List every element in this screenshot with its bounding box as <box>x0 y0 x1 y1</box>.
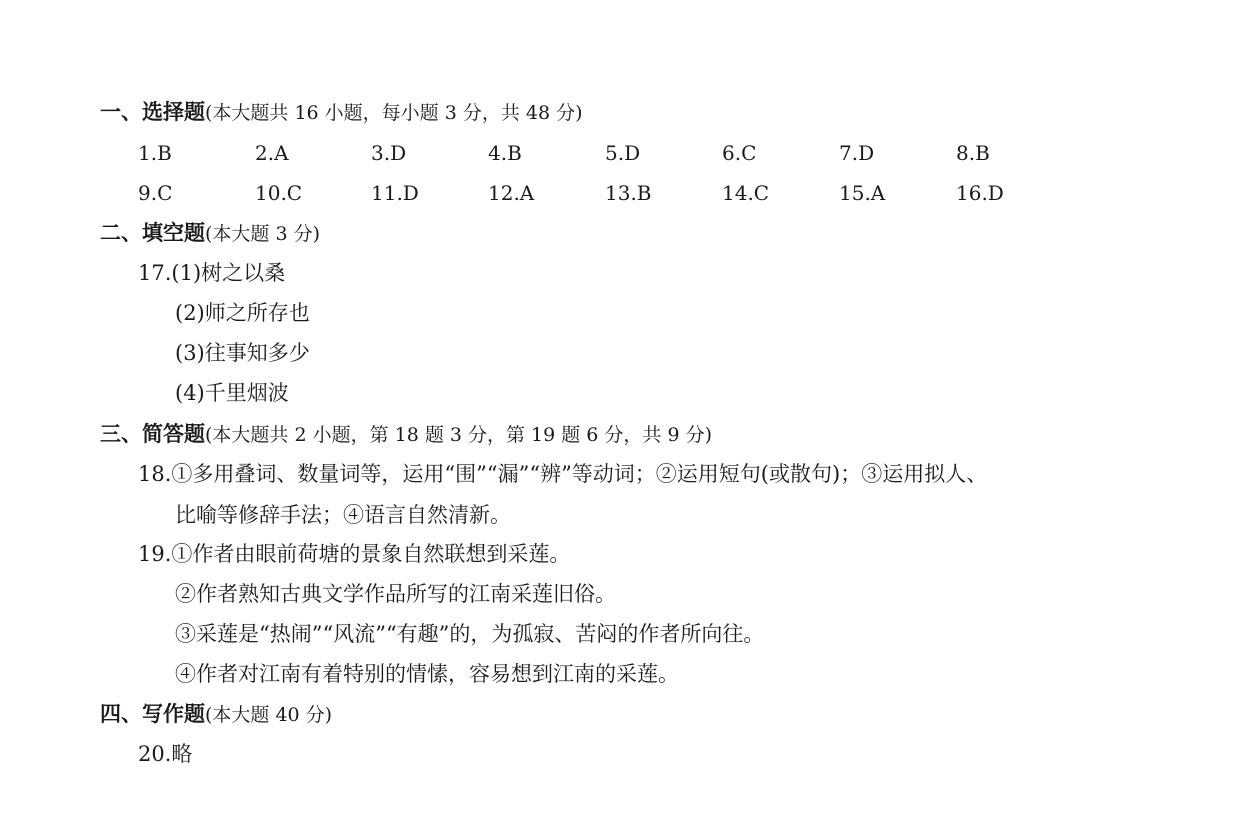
section-fill-heading <box>100 218 320 248</box>
mcq-answer: 15.A <box>839 181 886 205</box>
section-short-heading <box>100 419 712 449</box>
section-writing-title: 四、写作题 <box>100 702 205 726</box>
mcq-answer: 11.D <box>371 181 419 205</box>
q18-answer-line-1: 18.①多用叠词、数量词等，运用“围”“漏”“辨”等动词；②运用短句(或散句)；③运用拟人、 <box>138 462 988 486</box>
fill-answer-4: (4)千里烟波 <box>175 381 289 405</box>
q19-answer-2: ②作者熟知古典文学作品所写的江南采莲旧俗。 <box>175 582 616 606</box>
mcq-answer: 14.C <box>722 181 770 205</box>
section-fill-title: 二、填空题 <box>100 221 205 245</box>
section-choice-note: (本大题共 16 小题，每小题 3 分，共 48 分) <box>205 102 583 124</box>
mcq-answer: 16.D <box>956 181 1004 205</box>
mcq-answer: 4.B <box>488 141 522 165</box>
section-choice-title: 一、选择题 <box>100 100 205 124</box>
section-short-note: (本大题共 2 小题，第 18 题 3 分，第 19 题 6 分，共 9 分) <box>205 424 713 446</box>
q19-answer-3: ③采莲是“热闹”“风流”“有趣”的，为孤寂、苦闷的作者所向往。 <box>175 622 765 646</box>
mcq-answer: 2.A <box>255 141 289 165</box>
mcq-row-1 <box>0 138 1239 168</box>
mcq-answer: 10.C <box>255 181 303 205</box>
section-fill-note: (本大题 3 分) <box>205 223 320 245</box>
writing-answer: 20.略 <box>138 742 193 766</box>
section-short-title: 三、简答题 <box>100 422 205 446</box>
mcq-answer: 7.D <box>839 141 875 165</box>
mcq-answer: 9.C <box>138 181 173 205</box>
section-writing-note: (本大题 40 分) <box>205 704 333 726</box>
fill-answer-2: (2)师之所存也 <box>175 301 310 325</box>
mcq-answer: 12.A <box>488 181 535 205</box>
mcq-row-2 <box>0 178 1239 208</box>
mcq-answer: 8.B <box>956 141 990 165</box>
fill-answer-3: (3)往事知多少 <box>175 341 310 365</box>
section-writing-heading <box>100 699 332 729</box>
mcq-answer: 13.B <box>605 181 652 205</box>
fill-answer-1: 17.(1)树之以桑 <box>138 261 286 285</box>
q19-answer-4: ④作者对江南有着特别的情愫，容易想到江南的采莲。 <box>175 662 679 686</box>
mcq-answer: 6.C <box>722 141 757 165</box>
mcq-answer: 3.D <box>371 141 407 165</box>
q19-answer-1: 19.①作者由眼前荷塘的景象自然联想到采莲。 <box>138 542 571 566</box>
mcq-answer: 1.B <box>138 141 172 165</box>
mcq-answer: 5.D <box>605 141 641 165</box>
q18-answer-line-2: 比喻等修辞手法；④语言自然清新。 <box>175 503 511 527</box>
section-choice-heading <box>100 97 583 127</box>
